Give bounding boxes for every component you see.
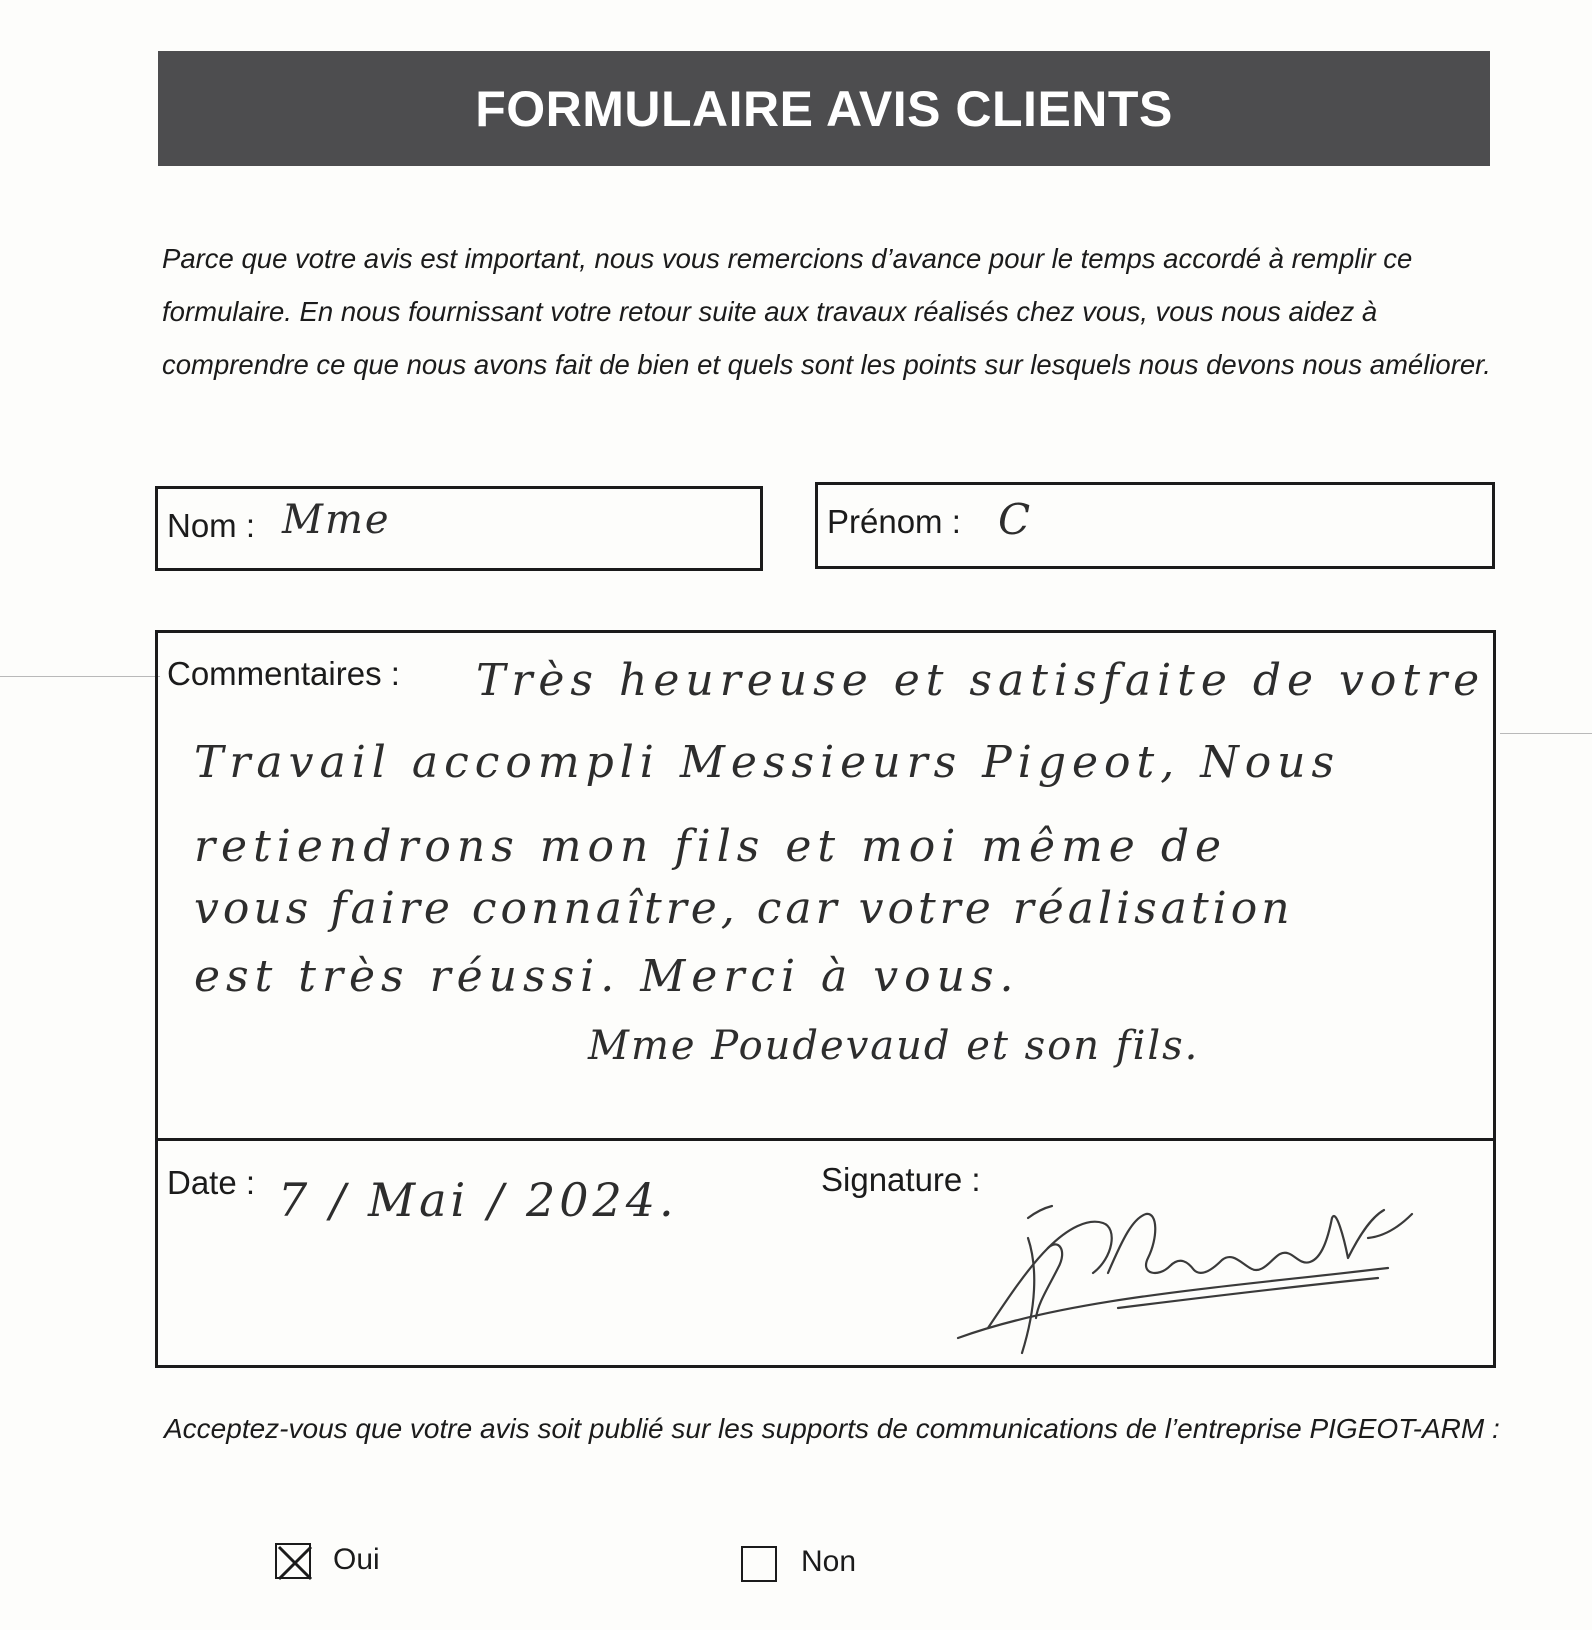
title-banner (158, 51, 1490, 166)
date-handwritten-value: 7 / Mai / 2024. (278, 1173, 678, 1227)
handwritten-signature (918, 1178, 1438, 1358)
prenom-field[interactable] (815, 482, 1495, 569)
form-title: FORMULAIRE AVIS CLIENTS (475, 80, 1173, 137)
scan-artifact (1500, 733, 1592, 734)
non-checkbox[interactable] (741, 1546, 777, 1582)
comment-line-2: Travail accompli Messieurs Pigeot, Nous (194, 737, 1341, 788)
prenom-handwritten-value: C (998, 495, 1037, 544)
comment-line-1: Très heureuse et satisfaite de votre (476, 655, 1486, 706)
date-label: Date : (167, 1164, 256, 1201)
checkbox-cross-icon (275, 1543, 315, 1583)
consent-question: Acceptez-vous que votre avis soit publié sur les supports de communications de l’entreprise PIGEOT-ARM : (164, 1413, 1500, 1444)
non-label: Non (801, 1545, 857, 1578)
nom-label: Nom : (167, 507, 256, 544)
oui-checkbox[interactable] (275, 1543, 311, 1579)
comment-line-5: est très réussi. Merci à vous. (194, 951, 1020, 1002)
oui-label: Oui (333, 1543, 380, 1576)
prenom-label: Prénom : (827, 503, 961, 540)
comment-line-4: vous faire connaître, car votre réalisation (194, 883, 1294, 934)
comments-date-divider (158, 1138, 1494, 1141)
signature-label: Signature : (821, 1161, 981, 1198)
comment-line-3: retiendrons mon fils et moi même de (194, 821, 1228, 872)
commentaires-box[interactable] (155, 630, 1496, 1368)
intro-paragraph: Parce que votre avis est important, nous vous remercions d’avance pour le temps accordé à remplir ce formulaire. En nous fournissant votre retour suite aux travaux réalisés chez vous, vous nous aidez à comprendre ce que nous avons fait de bien et quels sont les points sur lesquels nous devons nous améliorer. (162, 243, 1491, 380)
nom-handwritten-value: Mme (282, 497, 391, 543)
scan-artifact (0, 676, 160, 677)
comment-line-6: Mme Poudevaud et son fils. (588, 1023, 1200, 1069)
commentaires-label: Commentaires : (167, 655, 400, 692)
nom-field[interactable] (155, 486, 763, 571)
